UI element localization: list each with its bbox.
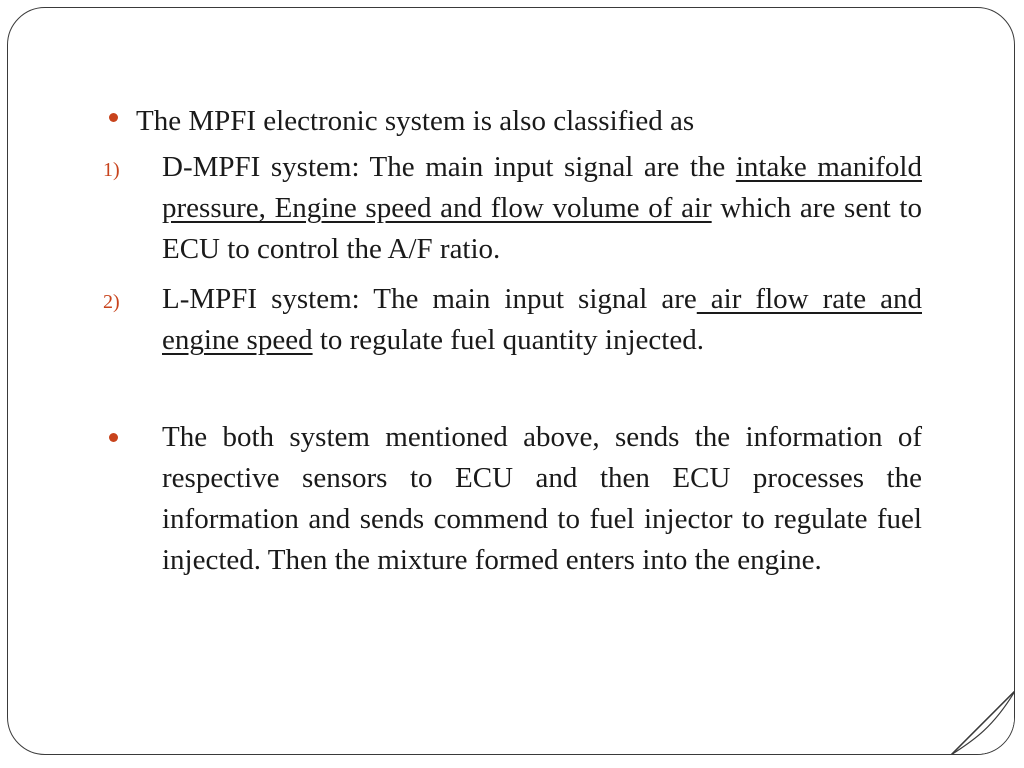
page-curl-decoration	[951, 691, 1015, 755]
slide-content	[8, 8, 1014, 754]
item-1-trail: which are sent to ECU to control the A/F ratio.	[162, 192, 922, 265]
item-2-trail: to regulate fuel quantity injected.	[312, 324, 704, 356]
slide-frame	[7, 7, 1015, 755]
item-1-underlined: intake manifold pressure, Engine speed and flow volume of air	[162, 151, 922, 224]
item-2-lead: L-MPFI system: The main input signal are	[162, 283, 697, 315]
item-number-1: 1)	[103, 159, 120, 181]
item-1-lead: D-MPFI system: The main input signal are the	[162, 151, 736, 183]
page-curl-icon	[951, 691, 1015, 755]
item-2-underlined: air flow rate and engine speed	[162, 283, 922, 356]
item-1-text	[162, 147, 922, 270]
item-2-text	[162, 279, 922, 361]
item-number-2: 2)	[103, 291, 120, 313]
bullet-2-text: The both system mentioned above, sends the information of respective sensors to ECU and then ECU processes the information and sends commend to fuel injector to regulate fuel injected. Then the mixture formed enters into the engine.	[162, 421, 922, 576]
intro-text: The MPFI electronic system is also classified as	[136, 105, 695, 137]
bullet-icon	[109, 433, 118, 442]
bullet-icon	[109, 113, 118, 122]
